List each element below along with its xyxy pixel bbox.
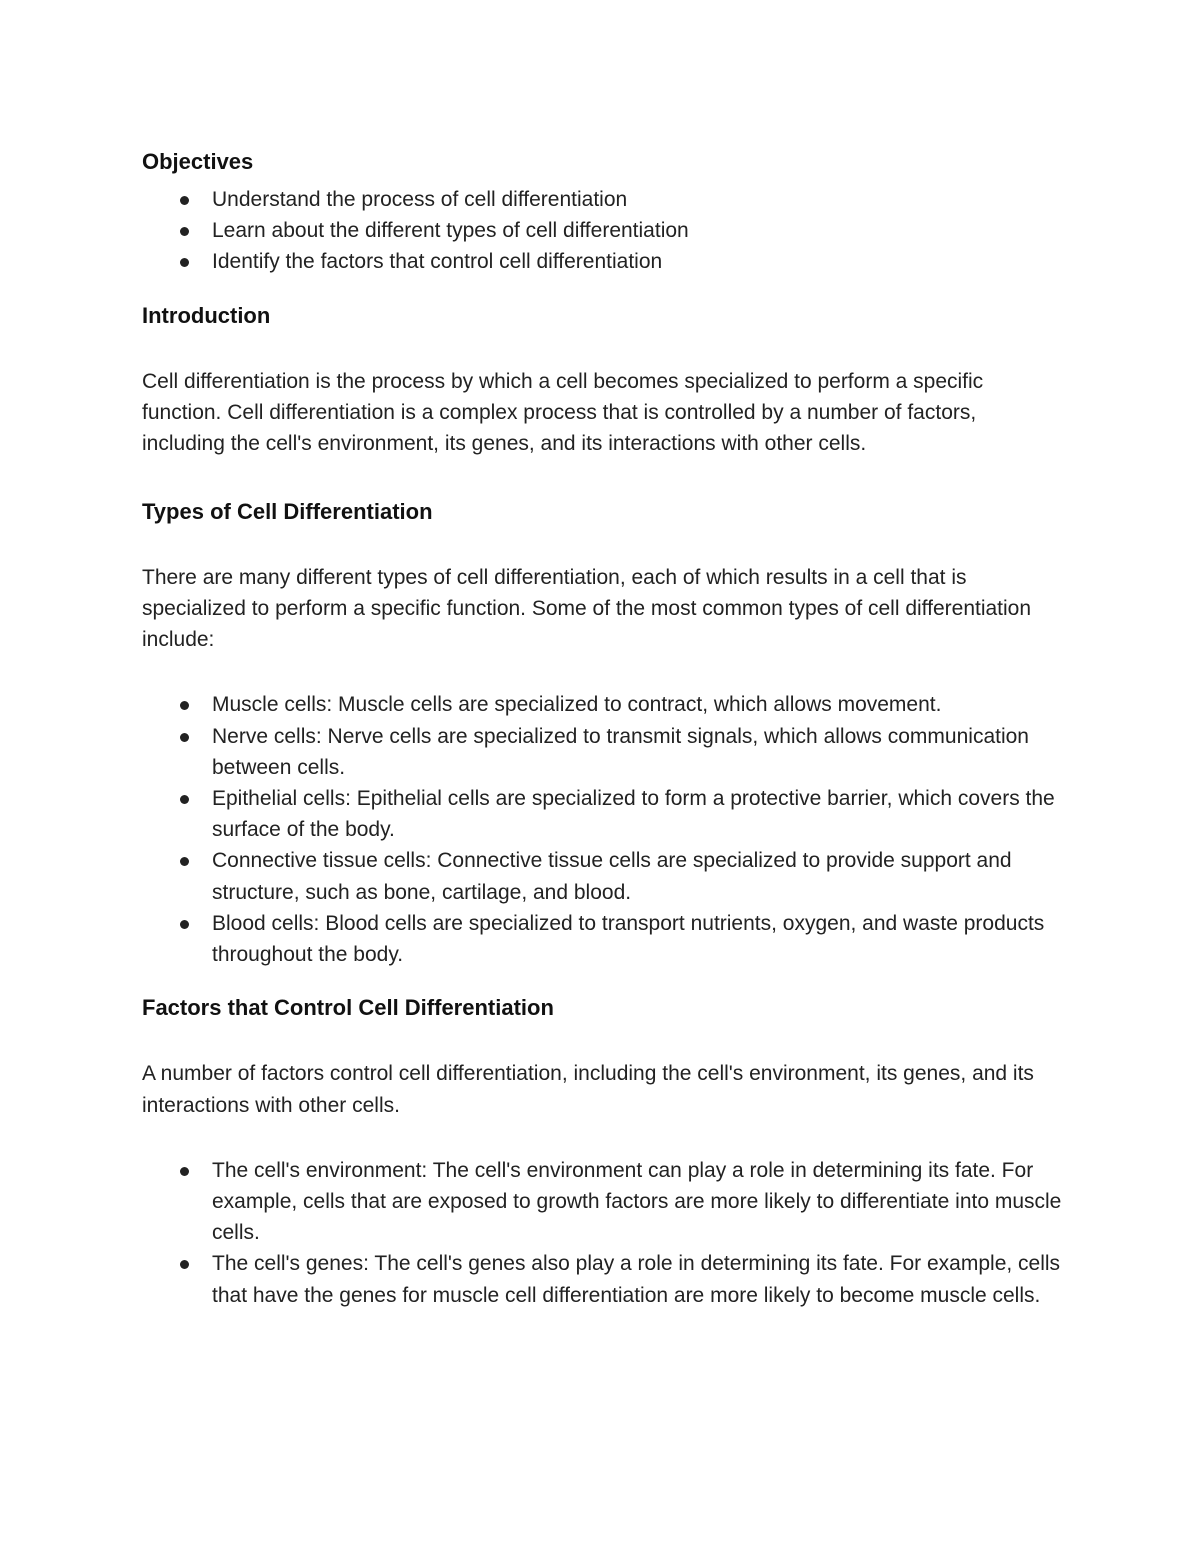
list-item <box>142 1155 1062 1249</box>
list-item-text: Connective tissue cells: Connective tissue cells are specialized to provide support and structure, such as bone, cartilage, and blood. <box>212 849 1012 904</box>
bullet-icon <box>180 795 189 804</box>
bullet-icon <box>180 733 189 742</box>
list-item-text: Muscle cells: Muscle cells are specialized to contract, which allows movement. <box>212 693 942 717</box>
types-list <box>142 689 1062 970</box>
objectives-heading: Objectives <box>142 149 254 174</box>
bullet-icon <box>180 196 189 205</box>
list-item <box>142 215 1062 246</box>
introduction-heading: Introduction <box>142 302 271 328</box>
bullet-icon <box>180 920 189 929</box>
factors-list <box>142 1155 1062 1311</box>
list-item <box>142 783 1062 845</box>
bullet-icon <box>180 258 189 267</box>
list-item <box>142 845 1062 907</box>
bullet-icon <box>180 1260 189 1269</box>
introduction-paragraph: Cell differentiation is the process by which a cell becomes specialized to perform a specific function. Cell differentiation is a complex process that is controlled by a number of factors, including the cell's environment, its genes, and its interactions with other cells. <box>142 369 984 456</box>
types-paragraph: There are many different types of cell differentiation, each of which results in a cell that is specialized to perform a specific function. Some of the most common types of cell differentiation include: <box>142 565 1032 652</box>
list-item <box>142 184 1062 215</box>
factors-paragraph: A number of factors control cell differentiation, including the cell's environment, its genes, and its interactions with other cells. <box>142 1062 1034 1117</box>
list-item-text: Nerve cells: Nerve cells are specialized to transmit signals, which allows communication between cells. <box>212 724 1029 779</box>
bullet-icon <box>180 701 189 710</box>
list-item <box>142 721 1062 783</box>
bullet-icon <box>180 227 189 236</box>
list-item <box>142 1248 1062 1310</box>
list-item-text: Learn about the different types of cell differentiation <box>212 219 689 243</box>
list-item-text: The cell's environment: The cell's environment can play a role in determining its fate. For example, cells that are exposed to growth factors are more likely to differentiate into muscle cells. <box>212 1158 1062 1245</box>
list-item-text: Understand the process of cell differentiation <box>212 188 628 211</box>
bullet-icon <box>180 857 189 866</box>
list-item-text: Blood cells: Blood cells are specialized to transport nutrients, oxygen, and waste products throughout the body. <box>212 911 1045 967</box>
bullet-icon <box>180 1167 189 1176</box>
list-item <box>142 689 1062 720</box>
list-item <box>142 246 1062 277</box>
objectives-list <box>142 184 1062 278</box>
list-item-text: Identify the factors that control cell differentiation <box>212 250 663 274</box>
factors-heading: Factors that Control Cell Differentiation <box>142 995 554 1021</box>
document-page <box>142 146 1062 1311</box>
list-item <box>142 908 1062 970</box>
list-item-text: The cell's genes: The cell's genes also play a role in determining its fate. For example, cells that have the genes for muscle cell differentiation are more likely to become muscle cells. <box>212 1252 1061 1307</box>
list-item-text: Epithelial cells: Epithelial cells are specialized to form a protective barrier, which covers the surface of the body. <box>212 787 1055 842</box>
types-heading: Types of Cell Differentiation <box>142 498 433 524</box>
